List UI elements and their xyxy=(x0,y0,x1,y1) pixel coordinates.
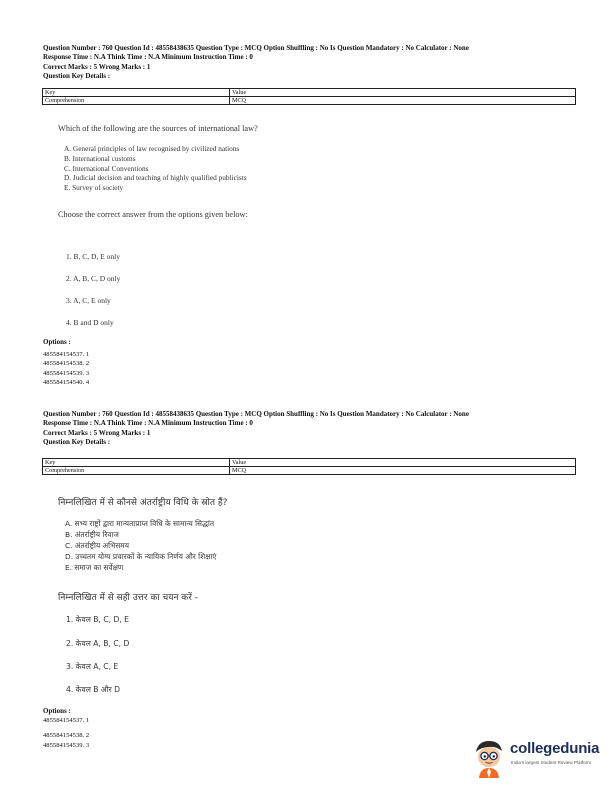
q1-header-line-3: Correct Marks : 5 Wrong Marks : 1 xyxy=(43,62,151,71)
q1-statement-c: C. International Conventions xyxy=(64,163,149,173)
q1-options-block xyxy=(43,338,89,387)
q2-options-label: Options : xyxy=(43,707,71,715)
q1-choice-1: 1. B, C, D, E only xyxy=(66,252,120,261)
q2-statement-a: A. सभ्य राष्ट्रों द्वारा मान्यताप्राप्त विधि के सामान्य सिद्धांत xyxy=(65,519,215,528)
q2-option-id-3: 485584154539. 3 xyxy=(43,741,90,749)
q1-choice-4: 4. B and D only xyxy=(66,318,114,327)
q1-option-id-2: 485584154538. 2 xyxy=(43,360,90,368)
student-mascot-icon xyxy=(470,738,508,778)
q2-header-line-1: Question Number : 760 Question Id : 48558438635 Question Type : MCQ Option Shuffling : No Is Question Mandatory : No Calculator : None xyxy=(43,410,469,418)
q1-key-header: Key xyxy=(43,89,230,97)
q2-statement-e: E. समाज का सर्वेक्षण xyxy=(65,563,124,572)
q2-question-stem: निम्नलिखित में से कौनसे अंतर्राष्ट्रीय विधि के स्रोत हैं? xyxy=(58,498,228,508)
q2-options-block xyxy=(43,707,89,750)
q2-value-cell: MCQ xyxy=(230,467,576,475)
q2-option-id-1: 485584154537. 1 xyxy=(43,717,90,725)
q2-choice-1: 1. केवल B, C, D, E xyxy=(66,615,129,624)
q1-option-id-4: 485584154540. 4 xyxy=(43,378,90,386)
q2-choice-2: 2. केवल A, B, C, D xyxy=(66,639,130,648)
q2-statement-c: C. अंतर्राष्ट्रीय अभिसमय xyxy=(65,541,129,550)
q1-options-label: Options : xyxy=(43,338,71,346)
q2-statement-d: D. उच्चतम योग्य प्रचारकों के न्यायिक निर्णय और शिक्षाएं xyxy=(65,552,217,561)
q1-header-line-1: Question Number : 760 Question Id : 48558438635 Question Type : MCQ Option Shuffling : No Is Question Mandatory : No Calculator : None xyxy=(43,44,469,52)
q1-header-line-4: Question Key Details : xyxy=(43,72,111,81)
q1-choice-3: 3. A, C, E only xyxy=(66,296,111,305)
collegedunia-logo xyxy=(470,738,605,778)
q2-choice-3: 3. केवल A, C, E xyxy=(66,662,119,671)
q1-instruction: Choose the correct answer from the options given below: xyxy=(58,210,248,219)
q2-header xyxy=(43,410,583,448)
q1-question-stem: Which of the following are the sources of international law? xyxy=(58,124,258,133)
q1-key-table xyxy=(42,88,576,105)
q2-key-header: Key xyxy=(43,459,230,467)
q1-statement-b: B. International customs xyxy=(64,153,136,163)
q1-key-cell: Comprehension xyxy=(43,97,230,105)
q2-header-line-3: Correct Marks : 5 Wrong Marks : 1 xyxy=(43,428,151,437)
q1-statement-d: D. Judicial decision and teaching of highly qualified publicists xyxy=(64,173,247,183)
q2-choice-4: 4. केवल B और D xyxy=(66,685,121,694)
q2-header-line-2: Response Time : N.A Think Time : N.A Minimum Instruction Time : 0 xyxy=(43,419,253,428)
q2-option-id-2: 485584154538. 2 xyxy=(43,732,90,740)
q1-statement-e: E. Survey of society xyxy=(64,183,124,193)
q2-value-header: Value xyxy=(230,459,576,467)
q2-statement-list xyxy=(65,518,216,573)
q1-option-id-1: 485584154537. 1 xyxy=(43,351,90,359)
q1-statement-a: A. General principles of law recognised by civilized nations xyxy=(64,144,240,153)
brand-tagline: India's largest Student Review Platform xyxy=(511,760,592,765)
brand-name: collegedunia xyxy=(510,740,600,757)
q1-value-cell: MCQ xyxy=(230,97,576,105)
q1-statement-list xyxy=(64,144,247,193)
q2-key-cell: Comprehension xyxy=(43,467,230,475)
q1-choice-2: 2. A, B, C, D only xyxy=(66,274,121,283)
q1-header xyxy=(43,44,583,82)
q1-option-id-3: 485584154539. 3 xyxy=(43,369,90,377)
q1-header-line-2: Response Time : N.A Think Time : N.A Minimum Instruction Time : 0 xyxy=(43,53,253,62)
q2-statement-b: B. अंतर्राष्ट्रीय रिवाज xyxy=(65,530,119,539)
q2-instruction: निम्नलिखित में से सही उत्तर का चयन करें - xyxy=(58,593,199,603)
q2-key-table xyxy=(42,458,576,475)
q2-header-line-4: Question Key Details : xyxy=(43,438,111,447)
q1-value-header: Value xyxy=(230,89,576,97)
